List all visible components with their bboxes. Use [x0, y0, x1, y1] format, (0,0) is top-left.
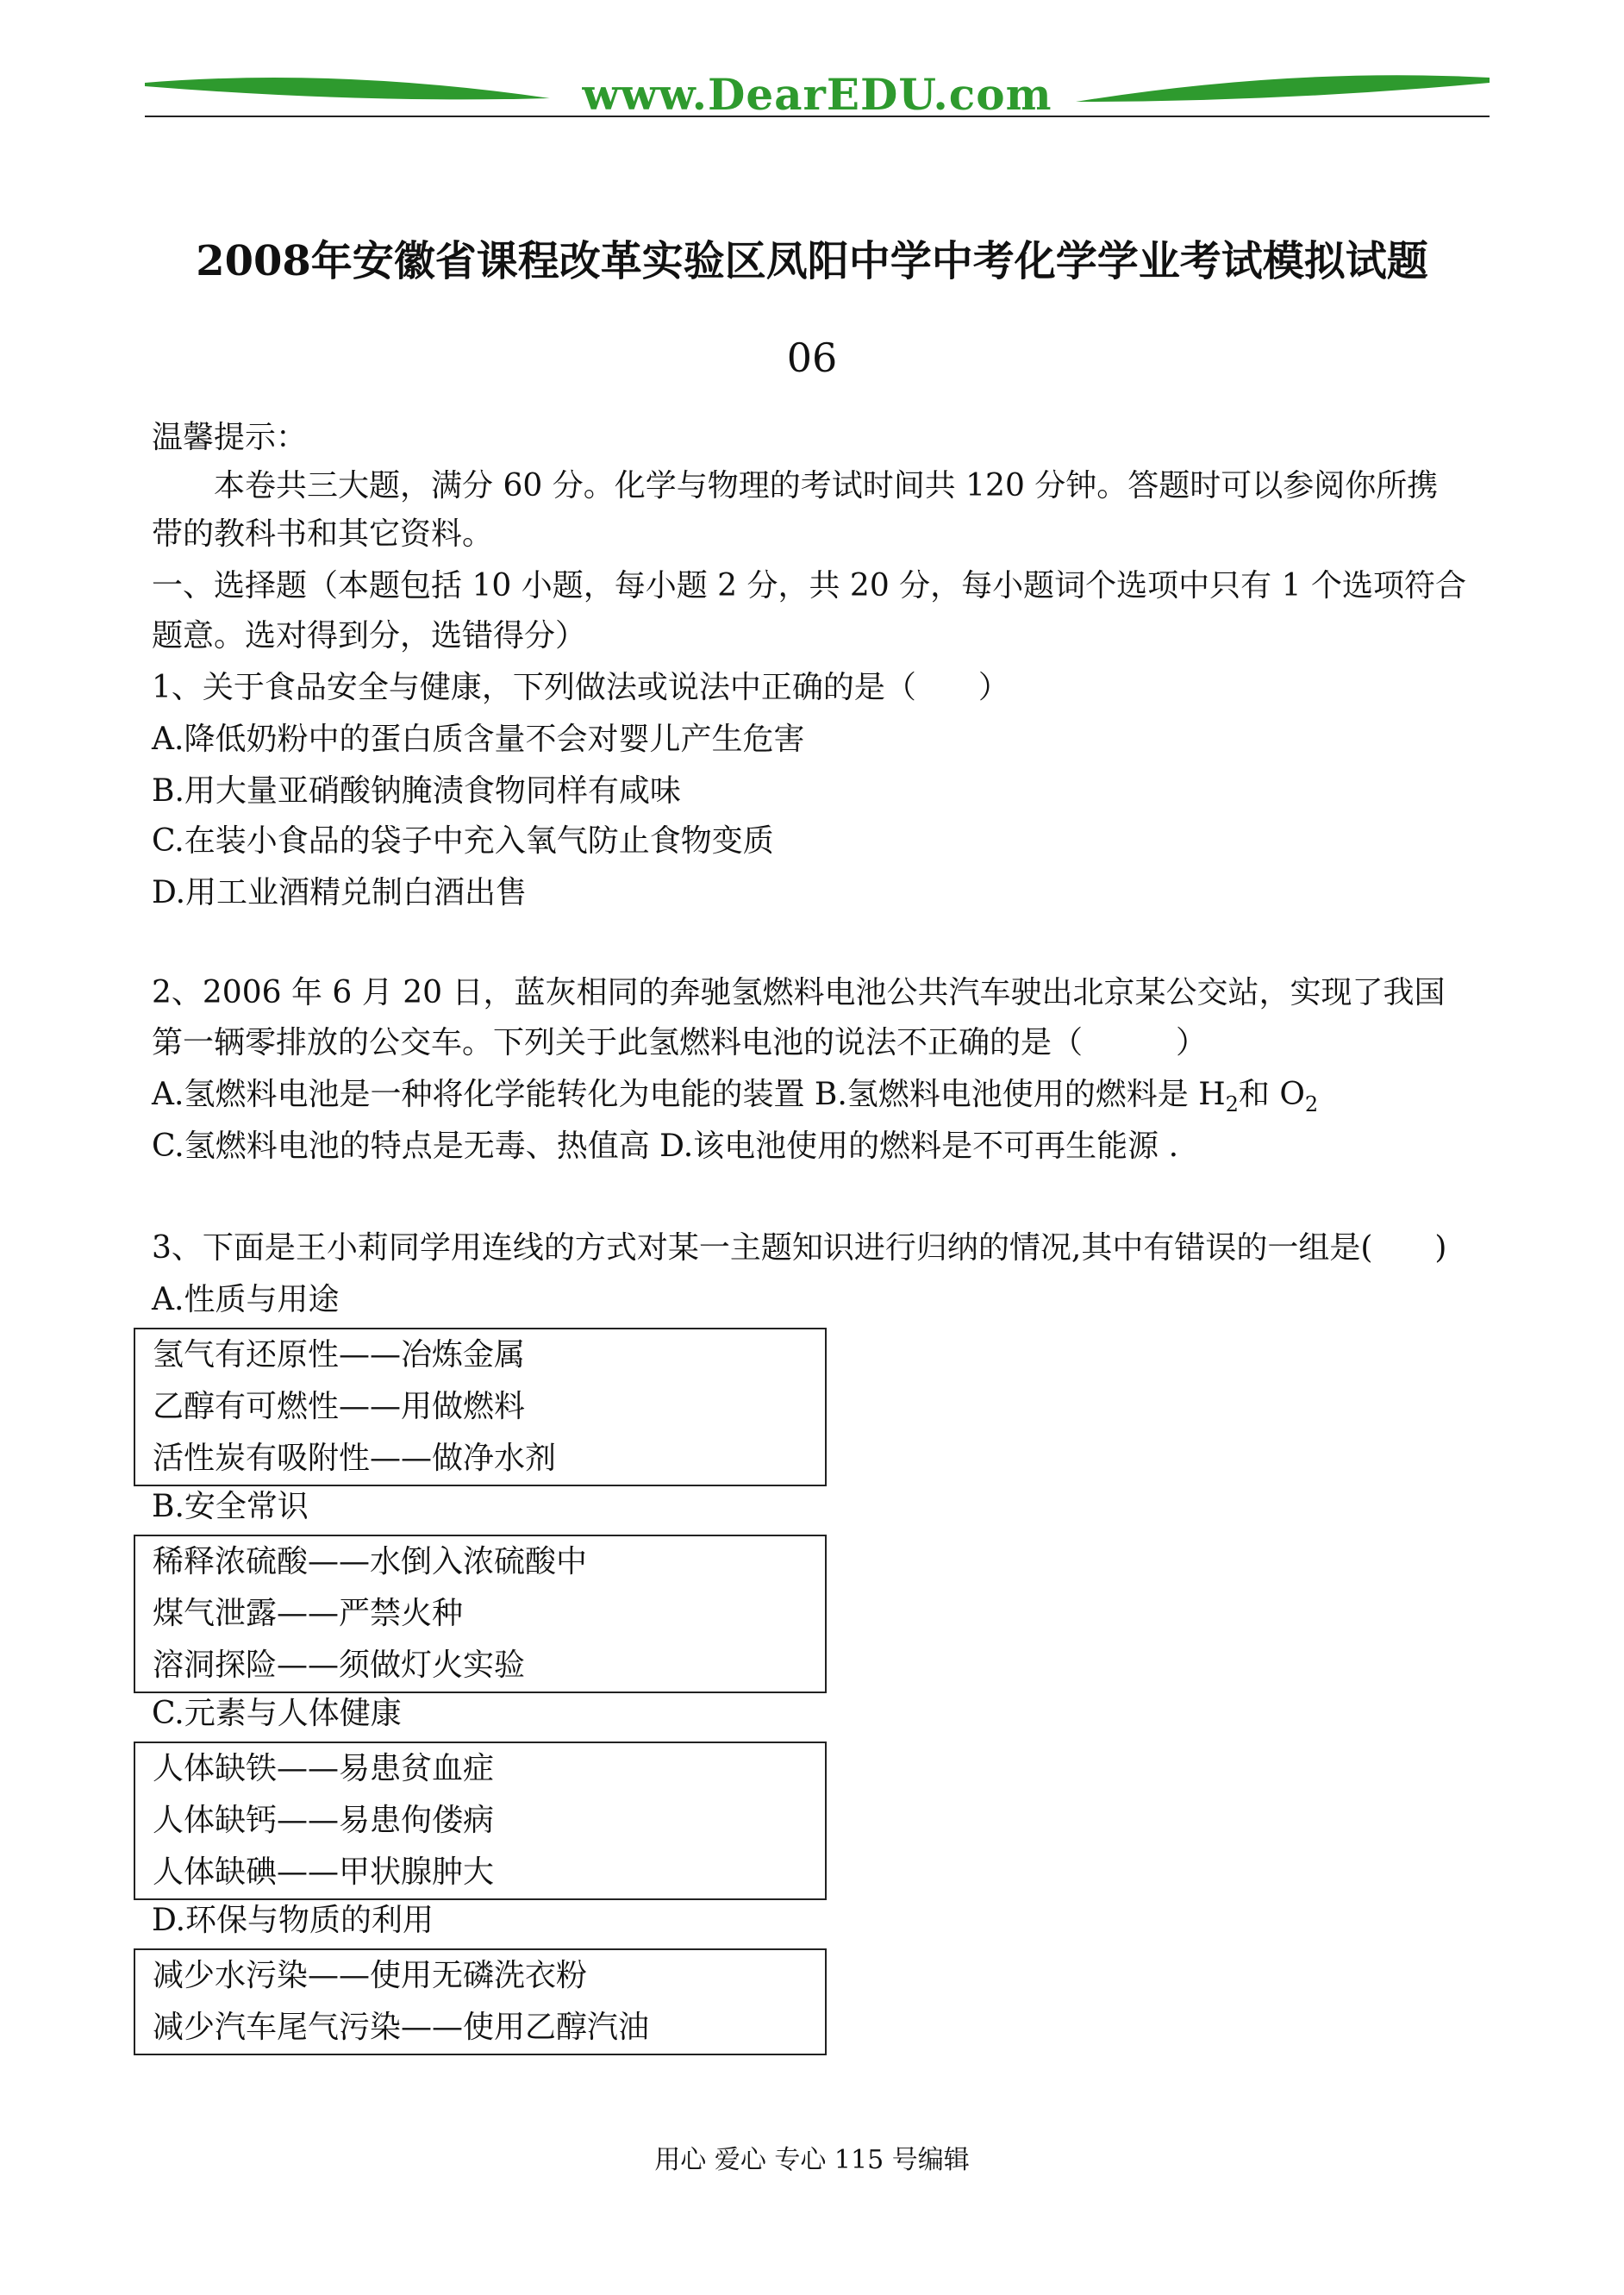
q3-group-row: 煤气泄露——严禁火种 — [153, 1596, 464, 1631]
q3-group-label: D.环保与物质的利用 — [152, 1903, 434, 1938]
q1-option-a: A.降低奶粉中的蛋白质含量不会对婴儿产生危害 — [152, 722, 805, 757]
site-header-banner — [145, 67, 1490, 128]
o2-subscript: 2 — [1304, 1092, 1319, 1116]
page-title-number: 06 — [786, 335, 838, 381]
h2-subscript: 2 — [1225, 1092, 1239, 1116]
q3-group-box — [134, 1535, 827, 1693]
q3-group-row: 稀释浓硫酸——水倒入浓硫酸中 — [153, 1544, 588, 1579]
q3-group-row: 乙醇有可燃性——用做燃料 — [153, 1389, 526, 1424]
q3-stem: 3、下面是王小莉同学用连线的方式对某一主题知识进行归纳的情况,其中有错误的一组是( ) — [152, 1230, 1447, 1266]
tip-body-line1: 本卷共三大题，满分 60 分。化学与物理的考试时间共 120 分钟。答题时可以参阅你所携 — [214, 468, 1439, 503]
q2-stem-line2: 第一辆零排放的公交车。下列关于此氢燃料电池的说法不正确的是（ ） — [152, 1025, 1208, 1060]
q3-group-row: 人体缺钙——易患佝偻病 — [153, 1803, 495, 1838]
section1-heading-line2: 题意。选对得到分，选错得分） — [152, 618, 587, 653]
section1-heading-line1: 一、选择题（本题包括 10 小题，每小题 2 分，共 20 分，每小题词个选项中只有 1 个选项符合 — [152, 568, 1466, 603]
tip-body-line2: 带的教科书和其它资料。 — [152, 516, 494, 552]
q3-group-box — [134, 1328, 827, 1486]
q3-group-box — [134, 1948, 827, 2055]
q1-option-b: B.用大量亚硝酸钠腌渍食物同样有咸味 — [152, 773, 681, 809]
q2-options-cd: C.氢燃料电池的特点是无毒、热值高 D.该电池使用的燃料是不可再生能源 . — [152, 1129, 1179, 1164]
q3-group-row: 活性炭有吸附性——做净水剂 — [153, 1441, 557, 1476]
q3-group-label: B.安全常识 — [152, 1489, 309, 1524]
q3-group-row: 减少水污染——使用无磷洗衣粉 — [153, 1958, 588, 1993]
q3-group-label: C.元素与人体健康 — [152, 1696, 402, 1731]
q1-option-d: D.用工业酒精兑制白酒出售 — [152, 875, 528, 910]
q3-group-label: A.性质与用途 — [152, 1282, 340, 1317]
site-name: www.DearEDU.com — [582, 69, 1052, 120]
q2-options-ab — [152, 1069, 1318, 1121]
q2-options-ab-mid: 和 O — [1238, 1077, 1305, 1112]
q3-group-row: 减少汽车尾气污染——使用乙醇汽油 — [153, 2010, 650, 2045]
page-footer: 用心 爱心 专心 115 号编辑 — [654, 2145, 970, 2175]
q3-group-row: 溶洞探险——须做灯火实验 — [153, 1648, 526, 1683]
q2-options-ab-text: A.氢燃料电池是一种将化学能转化为电能的装置 B.氢燃料电池使用的燃料是 H — [152, 1077, 1226, 1112]
q3-group-row: 人体缺铁——易患贫血症 — [153, 1751, 495, 1786]
q3-group-row: 氢气有还原性——冶炼金属 — [153, 1337, 526, 1373]
q2-stem-line1: 2、2006 年 6 月 20 日，蓝灰相同的奔驰氢燃料电池公共汽车驶出北京某公交站，实现了我国 — [152, 975, 1446, 1010]
tip-heading: 温馨提示： — [152, 420, 308, 455]
q3-group-box — [134, 1742, 827, 1900]
q1-option-c: C.在装小食品的袋子中充入氧气防止食物变质 — [152, 823, 774, 859]
q3-group-row: 人体缺碘——甲状腺肿大 — [153, 1854, 495, 1890]
q1-stem: 1、关于食品安全与健康，下列做法或说法中正确的是（ ） — [152, 670, 1009, 705]
page-title: 2008年安徽省课程改革实验区凤阳中学中考化学学业考试模拟试题 — [196, 237, 1428, 285]
